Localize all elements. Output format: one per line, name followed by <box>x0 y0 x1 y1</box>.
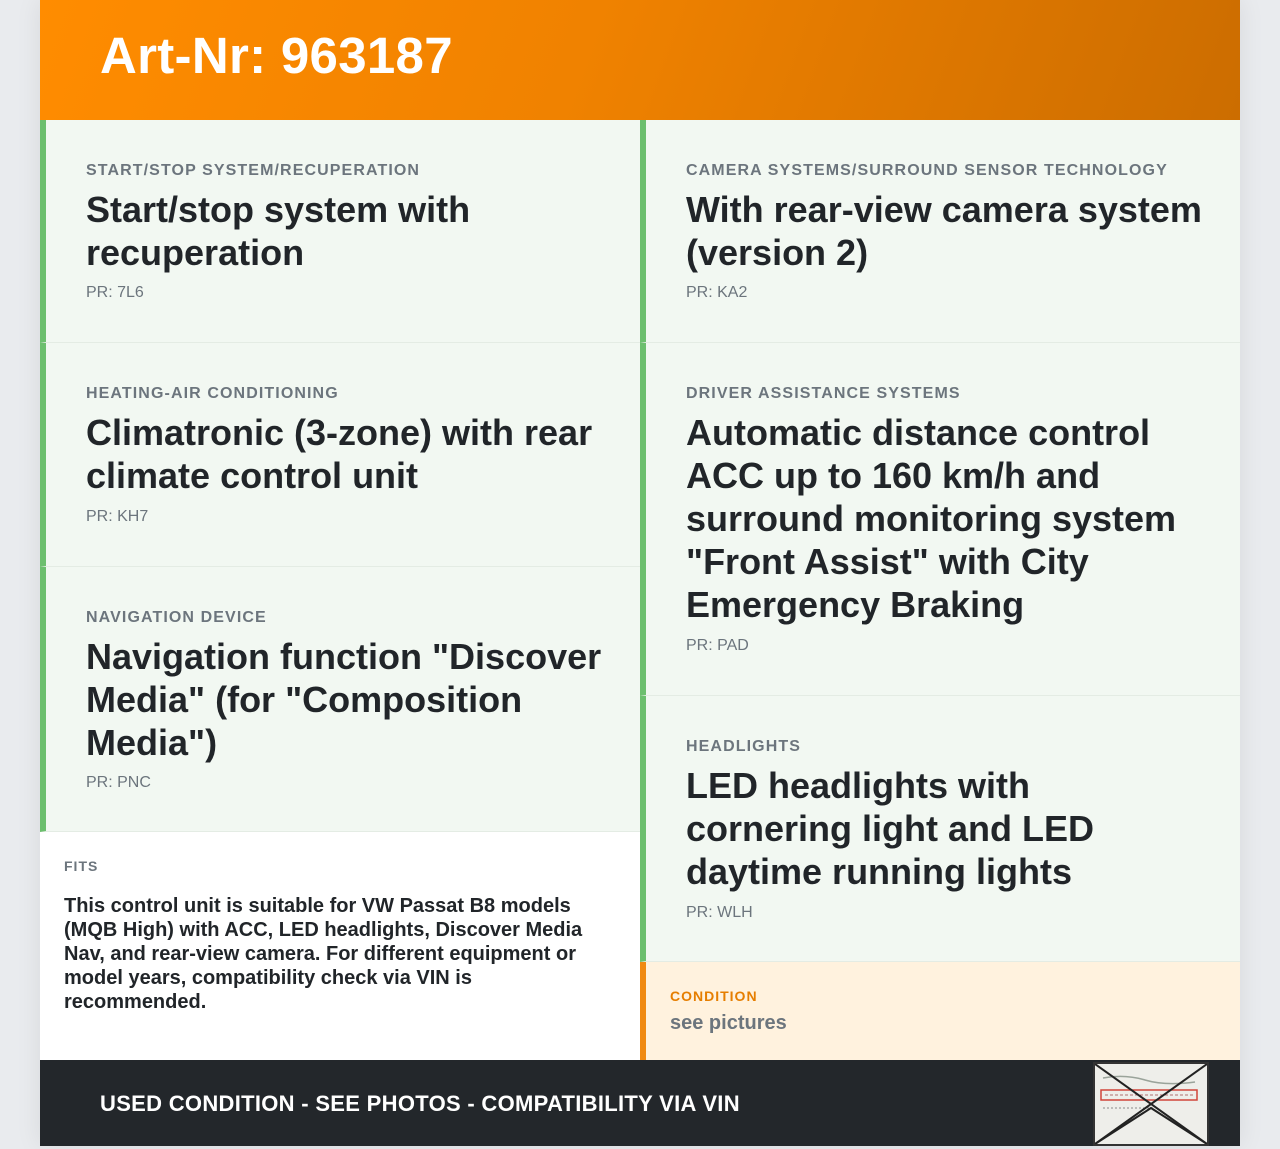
feature-category: DRIVER ASSISTANCE SYSTEMS <box>686 385 961 402</box>
feature-title: Climatronic (3-zone) with rear climate control unit <box>86 412 593 496</box>
feature-category: CAMERA SYSTEMS/SURROUND SENSOR TECHNOLOGY <box>686 162 1168 179</box>
feature-pr-code: PR: WLH <box>686 904 753 921</box>
footer-text: USED CONDITION - SEE PHOTOS - COMPATIBILITY VIA VIN <box>100 1091 740 1116</box>
feature-category: HEATING-AIR CONDITIONING <box>86 385 339 402</box>
feature-card <box>640 343 1240 696</box>
condition-section <box>640 962 1240 1060</box>
feature-category: NAVIGATION DEVICE <box>86 609 267 626</box>
feature-category: HEADLIGHTS <box>686 738 801 755</box>
feature-category: START/STOP SYSTEM/RECUPERATION <box>86 162 421 179</box>
feature-card <box>40 343 640 567</box>
fits-label: FITS <box>64 858 99 874</box>
footer-bar <box>40 1060 1240 1146</box>
fits-section <box>40 832 640 1060</box>
feature-card <box>640 696 1240 962</box>
condition-value: see pictures <box>670 1012 787 1034</box>
feature-card <box>40 120 640 343</box>
feature-title: With rear-view camera system (version 2) <box>686 189 1202 273</box>
feature-pr-code: PR: PNC <box>86 774 151 791</box>
feature-pr-code: PR: PAD <box>686 637 749 654</box>
feature-pr-code: PR: KA2 <box>686 284 748 301</box>
feature-card <box>40 567 640 832</box>
feature-title: Automatic distance control ACC up to 160 km/h and surround monitoring system "Front Assist" with City Emergency Braking <box>686 412 1177 625</box>
feature-title: Navigation function "Discover Media" (for "Composition Media") <box>86 636 602 763</box>
product-photo-thumbnail[interactable] <box>1093 1062 1209 1146</box>
feature-card <box>640 120 1240 343</box>
photo-placeholder-icon <box>1095 1064 1207 1144</box>
feature-pr-code: PR: 7L6 <box>86 284 144 301</box>
listing-page <box>40 0 1240 1146</box>
fits-text: This control unit is suitable for VW Passat B8 models (MQB High) with ACC, LED headlights, Discover Media Nav, and rear-view camera. For different equipment or model years, compatibility check via VIN is recommended. <box>64 895 583 1013</box>
condition-label: CONDITION <box>670 988 758 1004</box>
feature-title: LED headlights with cornering light and LED daytime running lights <box>686 765 1095 892</box>
header-banner <box>40 0 1240 120</box>
feature-pr-code: PR: KH7 <box>86 508 149 525</box>
feature-title: Start/stop system with recuperation <box>86 189 471 273</box>
article-number-title: Art-Nr: 963187 <box>100 27 453 84</box>
